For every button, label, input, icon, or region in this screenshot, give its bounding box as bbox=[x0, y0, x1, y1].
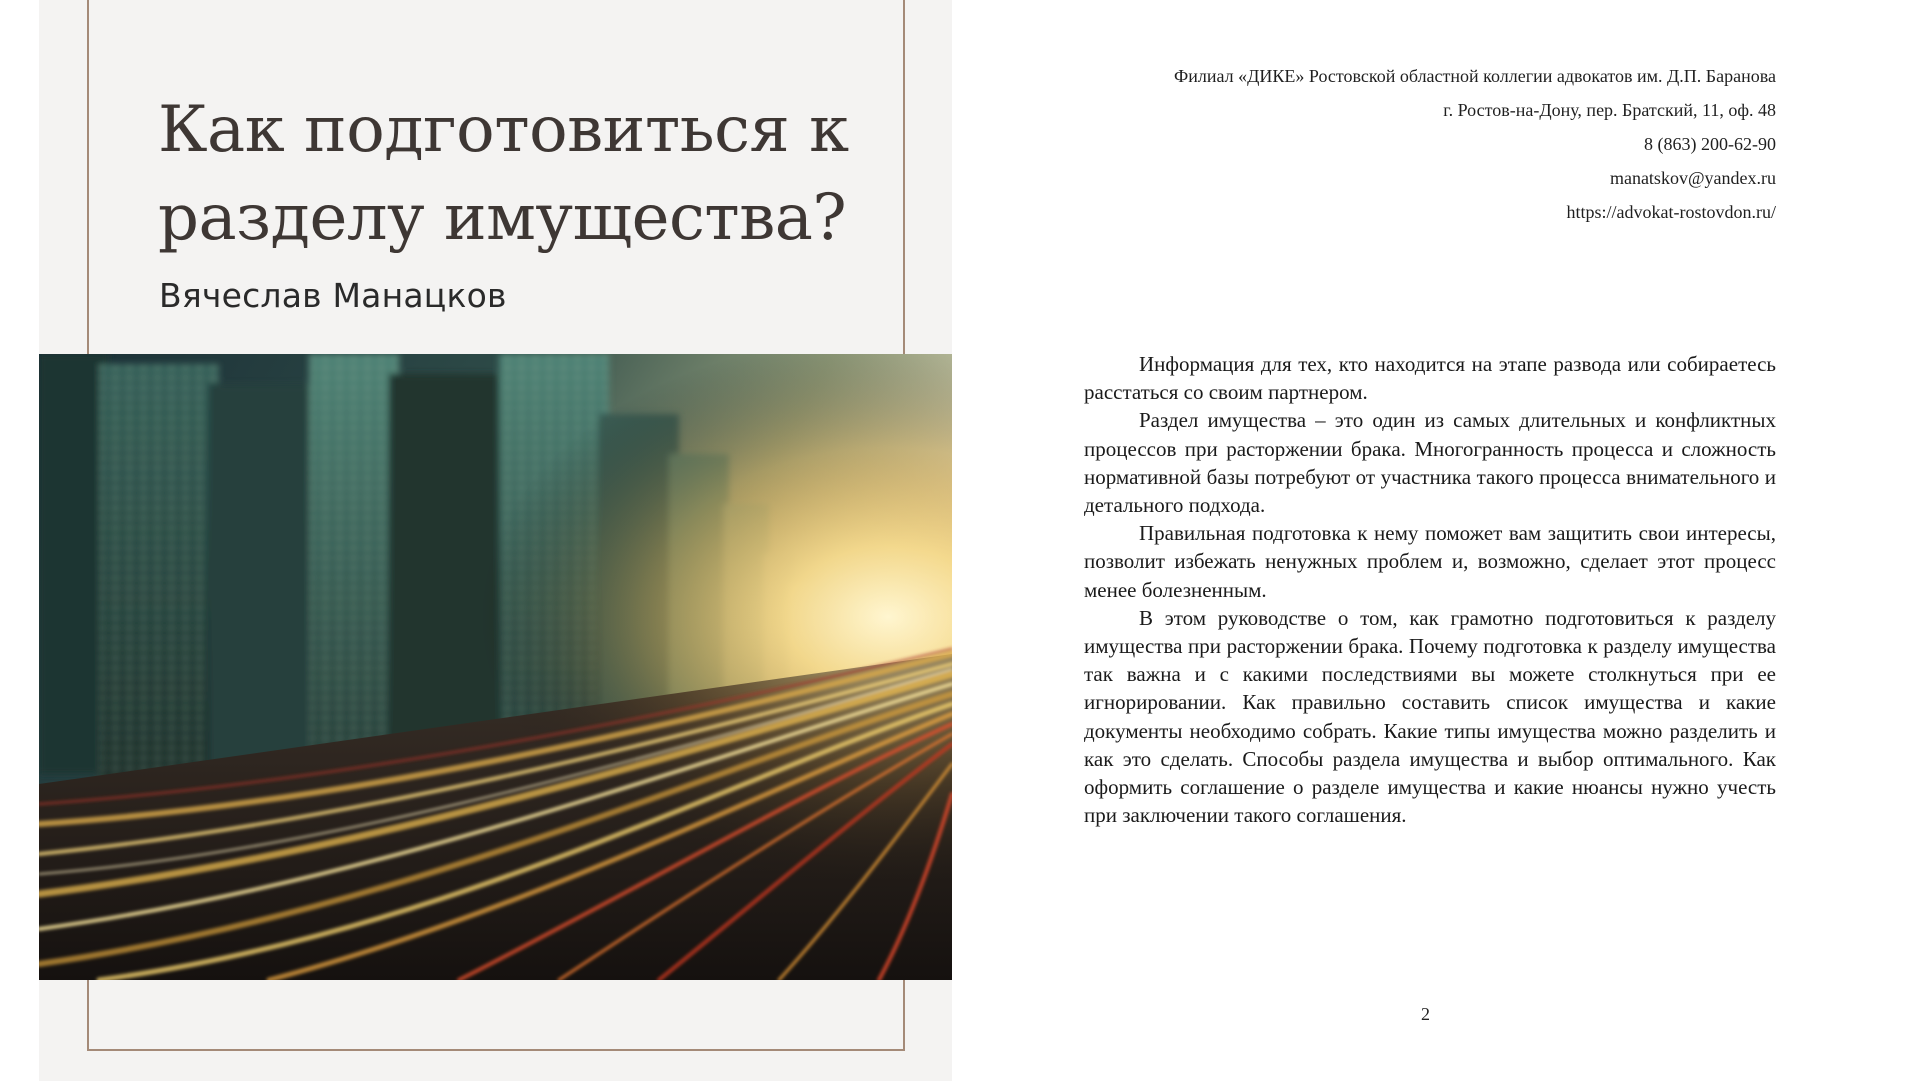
cover-author: Вячеслав Манацков bbox=[159, 276, 507, 315]
email-address: manatskov@yandex.ru bbox=[1609, 168, 1776, 188]
cover-title-line-2: разделу имущества? bbox=[158, 181, 847, 255]
phone-number: 8 (863) 200-62-90 bbox=[1644, 134, 1776, 154]
city-traffic-photo bbox=[39, 354, 952, 980]
paragraph: В этом руководстве о том, как грамотно подготовиться к разделу имущества при расторжении брака. Почему подготовка к разделу имущества так важна и с какими последствиями вы можете столкнуться при ее игнорировании. Как правильно составить список имущества и какие документы необходимо собрать. Какие типы имущества можно разделить и как это сделать. Способы раздела имущества и выбор оптимального. Как оформить соглашение о разделе имущества и какие нюансы нужно учесть при заключении такого соглашения. bbox=[1084, 605, 1776, 828]
cover-title-line-1: Как подготовиться к bbox=[158, 93, 849, 167]
paragraph: Информация для тех, кто находится на этапе развода или собираетесь расстаться со своим партнером. bbox=[1084, 352, 1776, 405]
contact-block bbox=[1174, 59, 1776, 229]
paragraph: Раздел имущества – это один из самых длительных и конфликтных процессов при расторжении брака. Многогранность процесса и сложность нормативной базы потребуют от участника такого процесса внимательного и детального подхода. bbox=[1084, 408, 1776, 518]
cover-page bbox=[39, 0, 952, 1081]
page-number: 2 bbox=[1421, 1004, 1430, 1024]
paragraph: Правильная подготовка к нему поможет вам защитить свои интересы, позволит избежать ненужных проблем и, возможно, сделает этот процесс менее болезненным. bbox=[1084, 521, 1776, 602]
address-line: г. Ростов-на-Дону, пер. Братский, 11, оф. 48 bbox=[1443, 100, 1776, 120]
text-page bbox=[952, 0, 1920, 1081]
website-url: https://advokat-rostovdon.ru/ bbox=[1566, 202, 1776, 222]
cover-title bbox=[158, 86, 918, 262]
organization-name: Филиал «ДИКЕ» Ростовской областной коллегии адвокатов им. Д.П. Баранова bbox=[1174, 66, 1776, 86]
body-text bbox=[1084, 350, 1776, 829]
